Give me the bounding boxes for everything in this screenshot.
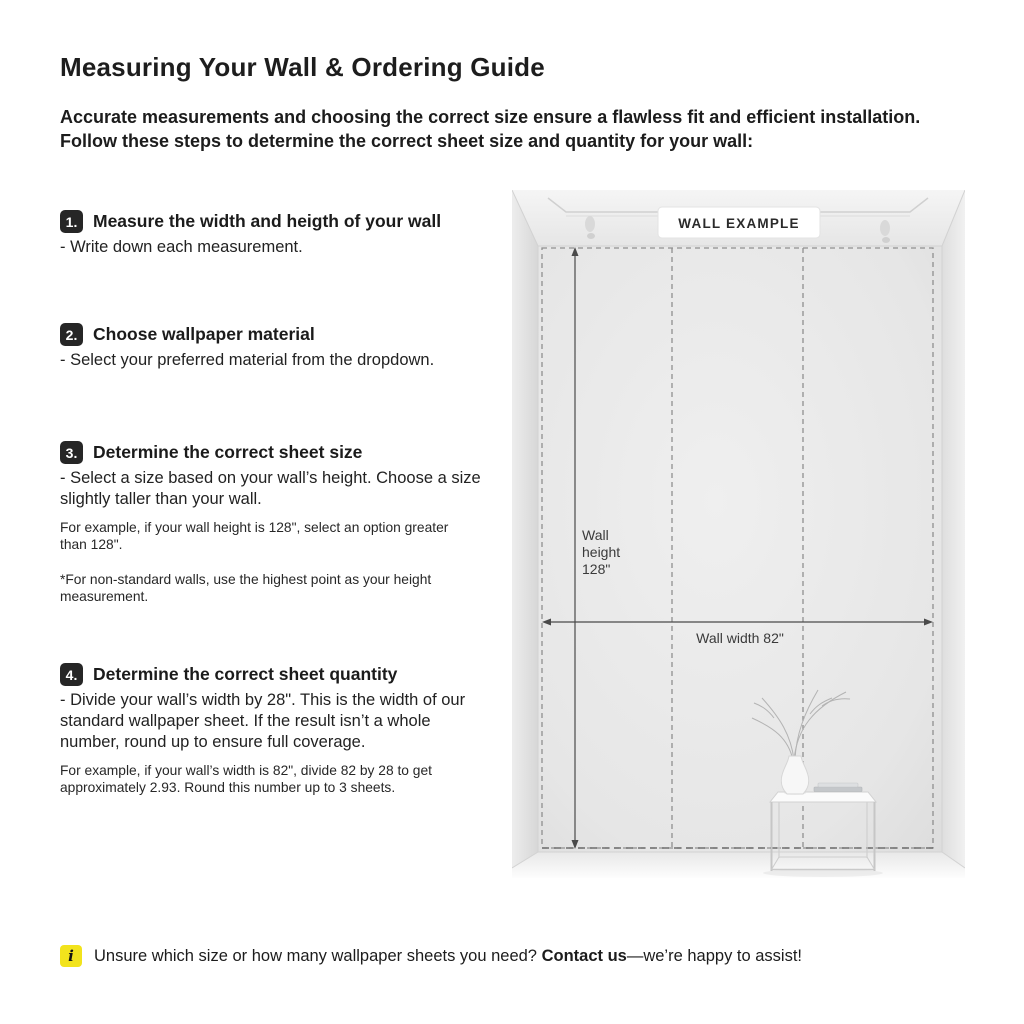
step-3-body: - Select a size based on your wall’s height. Choose a size slightly taller than your wall.: [60, 469, 481, 508]
floor: [512, 852, 965, 878]
step-1-number-badge: 1.: [60, 210, 83, 233]
step-4-body: - Divide your wall’s width by 28". This is the width of our standard wallpaper sheet. If the result isn’t a whole number, round up to ensure full coverage.: [60, 691, 466, 751]
step-1-body: - Write down each measurement.: [60, 238, 303, 256]
wall-example-image: [512, 190, 965, 878]
step-1: [60, 210, 494, 258]
step-4-head: [60, 663, 494, 686]
wall-height-label: Wall height 128": [582, 527, 621, 577]
wall-example-badge: [658, 207, 820, 238]
wall-width-label: Wall width 82": [696, 630, 784, 646]
step-3-note-1: For example, if your wall height is 128", select an option greater than 128".: [60, 520, 449, 552]
step-2: [60, 323, 494, 371]
step-1-head: [60, 210, 494, 233]
wall-example-scene: [512, 190, 965, 878]
page-title: Measuring Your Wall & Ordering Guide: [60, 52, 545, 82]
left-wall: [512, 190, 538, 868]
intro-line-1: Accurate measurements and choosing the correct size ensure a flawless fit and efficient installation.: [60, 107, 921, 127]
step-3-number-badge: 3.: [60, 441, 83, 464]
help-note-text: [94, 944, 802, 968]
step-3-note-2: *For non-standard walls, use the highest point as your height measurement.: [60, 572, 432, 604]
step-3: [60, 441, 494, 605]
step-4-note-1: For example, if your wall’s width is 82", divide 82 by 28 to get approximately 2.93. Round this number up to 3 sheets.: [60, 763, 432, 795]
intro-line-2: Follow these steps to determine the correct sheet size and quantity for your wall:: [60, 131, 754, 151]
step-3-heading: Determine the correct sheet size: [93, 442, 363, 462]
contact-us-link[interactable]: Contact us: [541, 947, 627, 965]
help-note: [60, 944, 802, 968]
step-2-heading: Choose wallpaper material: [93, 324, 315, 344]
step-2-number-badge: 2.: [60, 323, 83, 346]
right-wall: [942, 190, 965, 868]
help-note-after: —we’re happy to assist!: [626, 947, 803, 965]
intro-text: [60, 105, 990, 153]
help-note-before: Unsure which size or how many wallpaper sheets you need?: [94, 947, 542, 965]
info-icon: i: [60, 945, 82, 967]
wall-example-label: WALL EXAMPLE: [678, 216, 800, 231]
step-2-head: [60, 323, 494, 346]
step-3-head: [60, 441, 494, 464]
step-1-heading: Measure the width and heigth of your wall: [93, 211, 442, 231]
books: [814, 783, 862, 792]
step-4: [60, 663, 494, 796]
step-4-number-badge: 4.: [60, 663, 83, 686]
step-2-body: - Select your preferred material from the dropdown.: [60, 351, 435, 369]
step-4-heading: Determine the correct sheet quantity: [93, 664, 398, 684]
